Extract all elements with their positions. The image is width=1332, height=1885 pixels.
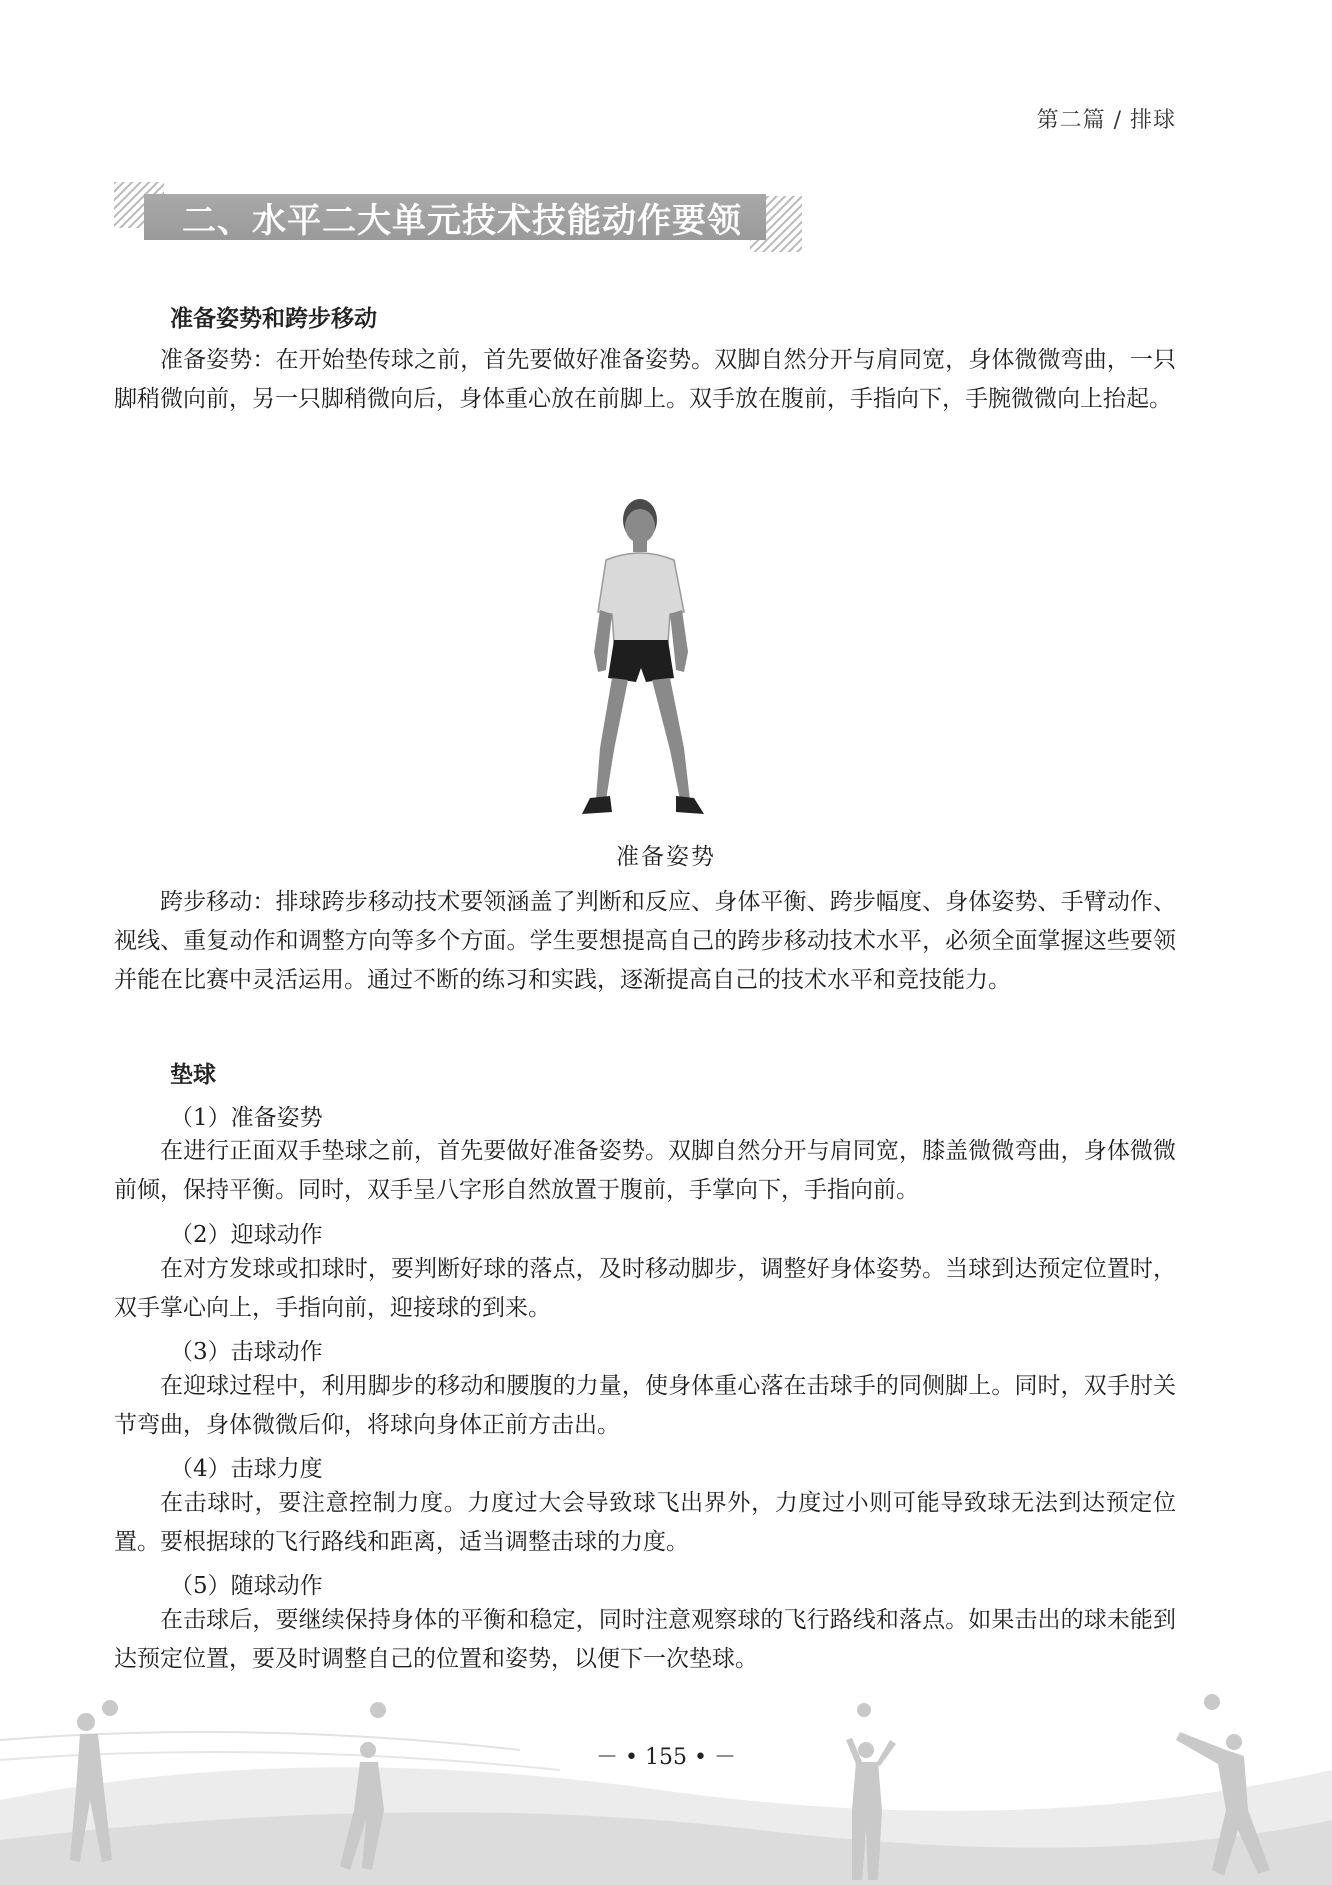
figure-caption: 准备姿势 xyxy=(616,844,716,870)
banner-bar xyxy=(144,194,766,240)
subsection-heading-ready-stance: 准备姿势和跨步移动 xyxy=(170,306,377,332)
ready-stance-photo xyxy=(548,482,748,822)
item-paragraph: 在进行正面双手垫球之前，首先要做好准备姿势。双脚自然分开与肩同宽，膝盖微微弯曲，身体微微前倾，保持平衡。同时，双手呈八字形自然放置于腹前，手掌向下，手指向前。 xyxy=(114,1138,1176,1203)
item-label: （4）击球力度 xyxy=(170,1456,323,1482)
running-head: 第二篇 / 排球 xyxy=(1036,108,1176,133)
item-label: （1）准备姿势 xyxy=(170,1105,323,1131)
section-title: 二、水平二大单元技术技能动作要领 xyxy=(182,200,742,241)
section-banner xyxy=(114,182,804,254)
item-paragraph: 在迎球过程中，利用脚步的移动和腰腹的力量，使身体重心落在击球手的同侧脚上。同时，双手肘关节弯曲，身体微微后仰，将球向身体正前方击出。 xyxy=(114,1373,1176,1438)
paragraph-cross-step: 跨步移动：排球跨步移动技术要领涵盖了判断和反应、身体平衡、跨步幅度、身体姿势、手臂动作、视线、重复动作和调整方向等多个方面。学生要想提高自己的跨步移动技术水平，必须全面掌握这些要领并能在比赛中灵活运用。通过不断的练习和实践，逐渐提高自己的技术水平和竞技能力。 xyxy=(114,889,1176,993)
footer-decoration xyxy=(0,1680,1332,1885)
item-label: （2）迎球动作 xyxy=(170,1222,323,1248)
subsection-heading-dig: 垫球 xyxy=(170,1062,216,1088)
item-label: （5）随球动作 xyxy=(170,1573,323,1599)
paragraph-ready-stance: 准备姿势：在开始垫传球之前，首先要做好准备姿势。双脚自然分开与肩同宽，身体微微弯曲，一只脚稍微向前，另一只脚稍微向后，身体重心放在前脚上。双手放在腹前，手指向下，手腕微微向上抬起。 xyxy=(114,347,1176,412)
item-paragraph: 在击球后，要继续保持身体的平衡和稳定，同时注意观察球的飞行路线和落点。如果击出的球未能到达预定位置，要及时调整自己的位置和姿势，以便下一次垫球。 xyxy=(114,1607,1176,1672)
item-label: （3）击球动作 xyxy=(170,1339,323,1365)
item-paragraph: 在对方发球或扣球时，要判断好球的落点，及时移动脚步，调整好身体姿势。当球到达预定位置时，双手掌心向上，手指向前，迎接球的到来。 xyxy=(114,1256,1176,1321)
page-number: － • 155 • － xyxy=(596,1745,736,1770)
item-paragraph: 在击球时，要注意控制力度。力度过大会导致球飞出界外，力度过小则可能导致球无法到达预定位置。要根据球的飞行路线和距离，适当调整击球的力度。 xyxy=(114,1490,1176,1555)
